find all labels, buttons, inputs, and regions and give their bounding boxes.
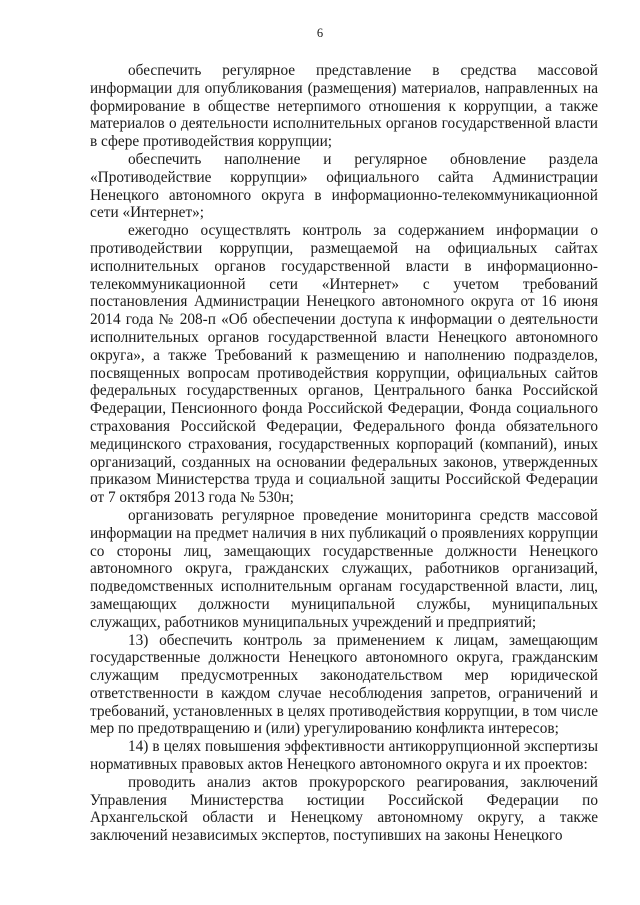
paragraph-media-publication: обеспечить регулярное представление в средства массовой информации для опубликования (размещения) материалов, направленных на формирование в обществе нетерпимого отношения к коррупции, а также материалов о деятельности исполнительных органов государственной власти в сфере противодействия коррупции; <box>90 62 598 151</box>
paragraph-website-section: обеспечить наполнение и регулярное обновление раздела «Противодействие коррупции» официального сайта Администрации Ненецкого автономного округа в информационно-телекоммуникационной сети «Интернет»; <box>90 150 598 222</box>
page-number: 6 <box>316 26 324 40</box>
paragraph-website-content-control: ежегодно осуществлять контроль за содержанием информации о противодействии коррупции, размещаемой на официальных сайтах исполнительных органов государственной власти в информационно-телекоммуникационной сети «Интернет» с учетом требований постановления Администрации Ненецкого автономного округа от 16 июня 2014 года № 208-п «Об обеспечении доступа к информации о деятельности исполнительных органов государственной власти Ненецкого автономного округа», а также Требований к размещению и наполнению подразделов, посвященных вопросам противодействия коррупции, официальных сайтов федеральных государственных органов, Центрального банка Российской Федерации, Пенсионного фонда Российской Федерации, Фонда социального страхования Российской Федерации, Федерального фонда обязательного медицинского страхования, государственных корпораций (компаний), иных организаций, созданных на основании федеральных законов, утвержденных приказом Министерства труда и социальной защиты Российской Федерации от 7 октября 2013 года № 530н; <box>90 222 598 507</box>
paragraph-item-13: 13) обеспечить контроль за применением к лицам, замещающим государственные должности Ненецкого автономного округа, гражданским служащим предусмотренных законодательством мер юридической ответственности в каждом случае несоблюдения запретов, ограничений и требований, установленных в целях противодействия коррупции, в том числе мер по предотвращению и (или) урегулированию конфликта интересов; <box>90 631 598 738</box>
paragraph-analysis: проводить анализ актов прокурорского реагирования, заключений Управления Министерства юстиции Российской Федерации по Архангельской области и Ненецкому автономному округу, а также заключений независимых экспертов, поступивших на законы Ненецкого <box>90 773 598 845</box>
paragraph-media-monitoring: организовать регулярное проведение мониторинга средств массовой информации на предмет наличия в них публикаций о проявлениях коррупции со стороны лиц, замещающих государственные должности Ненецкого автономного округа, гражданских служащих, работников организаций, подведомственных исполнительным органам государственной власти, лиц, замещающих должности муниципальной службы, муниципальных служащих, работников муниципальных учреждений и предприятий; <box>90 506 598 631</box>
paragraph-item-14: 14) в целях повышения эффективности антикоррупционной экспертизы нормативных правовых актов Ненецкого автономного округа и их проектов: <box>90 738 598 774</box>
document-body <box>90 62 598 845</box>
